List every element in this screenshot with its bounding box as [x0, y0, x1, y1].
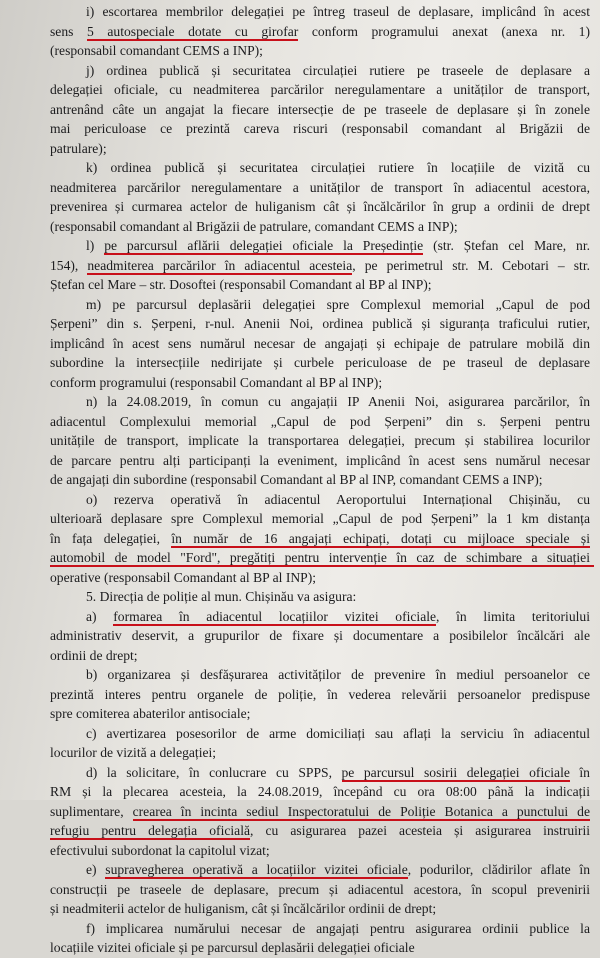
- line-text: , podurilor, clădirilor aflate în: [407, 862, 590, 877]
- document-line: adiacentul Complexului memorial „Capul de pod Șerpeni” din s. Șerpeni pentru: [50, 413, 590, 429]
- document-line: implicând în acest sens numărul necesar de angajați și echipaje de patrulare mobilă din: [50, 335, 590, 351]
- line-text: conform programului anexat (anexa nr. 1): [298, 23, 590, 39]
- document-line: [50, 821, 590, 841]
- line-text: , cu asigurarea pazei acesteia și asigurarea instruirii: [250, 823, 590, 838]
- line-text: suplimentare,: [50, 803, 133, 819]
- underlined-phrase: crearea în incinta sediul Inspectoratului de Poliție Botanica a punctului de: [132, 803, 590, 819]
- document-line: o) rezerva operativă în adiacentul Aeroportului Internațional Chișinău, cu: [86, 491, 590, 507]
- line-text: a): [86, 608, 114, 624]
- underlined-phrase: formarea în adiacentul locațiilor vizitei oficiale: [113, 608, 437, 624]
- document-line: k) ordinea publică și securitatea circulației rutiere în locațiile de vizită cu: [86, 160, 590, 175]
- document-line: [50, 607, 590, 627]
- document-line: [50, 529, 590, 549]
- line-text: 154),: [50, 257, 88, 273]
- document-line: i) escortarea membrilor delegației pe întreg traseul de deplasare, implicând în acest: [86, 4, 590, 19]
- document-line: (responsabil comandant al Brigăzii de patrulare, comandant CEMS a INP);: [50, 218, 458, 234]
- line-text: în: [569, 764, 590, 780]
- line-text: (str. Ștefan cel Mare, nr.: [423, 238, 591, 253]
- underlined-phrase: pe parcursul sosirii delegației oficiale: [341, 764, 570, 780]
- document-line: de angajați din subordine (responsabil Comandant al BP al INP, comandant CEMS a INP);: [50, 472, 543, 487]
- document-line: locațiile vizitei oficiale și pe parcursul deplasării delegației oficiale: [50, 940, 415, 955]
- line-text: , în limita teritoriului: [436, 608, 590, 624]
- document-line: antrenând câte un angajat la fiecare intersecție de pe traseele de deplasare și în zonele: [50, 101, 590, 117]
- document-line: locurilor de vizită a delegației;: [50, 745, 217, 760]
- document-line: neadmiterea parcărilor neregulamentare a unităților de transport în adiacentul acestora,: [50, 179, 590, 195]
- document-line: c) avertizarea posesorilor de arme domiciliați sau aflați la serviciu în adiacentul: [86, 725, 590, 741]
- document-line: administrativ deservit, a grupurilor de fixare și documentare a posibilelor încălcări ale: [50, 628, 590, 643]
- document-body: [50, 2, 590, 958]
- document-line: spre comiterea abaterilor antisociale;: [50, 706, 251, 721]
- document-line: ulterioară deplasare spre Complexul memorial „Capul de pod Șerpeni” la 1 km distanța: [50, 511, 590, 526]
- document-line: [50, 256, 590, 276]
- document-line: de parcare pentru alți participanți la eveniment, implicând în acest sens numărul necesar: [50, 452, 590, 468]
- document-line: unitățile de transport, implicate la transportarea delegației, precum și stabilirea locurilor: [50, 433, 590, 448]
- line-text: l): [86, 238, 105, 253]
- underlined-phrase: 5 autospeciale dotate cu girofar: [87, 23, 299, 39]
- document-line: [50, 802, 590, 822]
- document-line: patrulare);: [50, 140, 107, 156]
- line-text: sens: [50, 23, 87, 39]
- document-line: ordinii de drept;: [50, 647, 138, 663]
- underlined-phrase: în număr de 16 angajați echipați, dotați cu mijloace speciale și: [171, 530, 591, 546]
- document-line: n) la 24.08.2019, în comun cu angajații IP Anenii Noi, asigurarea parcărilor, în: [86, 394, 590, 409]
- document-line: delegației oficiale, cu neadmiterea parcărilor neregulamentare a unităților de transport,: [50, 82, 590, 97]
- document-line: construcții pe traseele de deplasare, precum și adiacentul acestora, în scopul prevenirii: [50, 881, 590, 897]
- document-line: operative (responsabil Comandant al BP al INP);: [50, 569, 317, 585]
- document-line: și neadmiterii actelor de huliganism, cât și încălcărilor ordinii de drept;: [50, 901, 437, 916]
- line-text: e): [86, 862, 106, 877]
- document-line: f) implicarea numărului necesar de angajați pentru asigurarea ordinii publice la: [86, 920, 590, 936]
- document-line: conform programului (responsabil Comandant al BP al INP);: [50, 374, 383, 390]
- document-line: RM și la plecarea acesteia, la 24.08.2019, începând cu ora 08:00 până la indicații: [50, 784, 590, 799]
- document-line: efectivului subordonat la capitolul vizat;: [50, 842, 270, 858]
- document-line: 5. Direcția de poliție al mun. Chișinău va asigura:: [86, 589, 357, 604]
- document-line: j) ordinea publică și securitatea circulației rutiere pe traseele de deplasare a: [86, 62, 590, 78]
- document-line: [50, 236, 590, 256]
- document-line: subordine la intersecțiile nedirijate și curbele periculoase de pe traseul de deplasare: [50, 355, 590, 370]
- document-line: [50, 22, 590, 42]
- underlined-phrase: neadmiterea parcărilor în adiacentul acesteia: [87, 257, 353, 273]
- underlined-phrase: supravegherea operativă a locațiilor vizitei oficiale: [105, 862, 408, 877]
- underlined-phrase: refugiu pentru delegația oficială: [50, 823, 251, 838]
- document-line: (responsabil comandant CEMS a INP);: [50, 43, 263, 58]
- underlined-phrase: pe parcursul aflării delegației oficiale la Președinție: [104, 238, 424, 253]
- document-line: Șerpeni” din s. Șerpeni, r-nul. Anenii Noi, ordinea publică și siguranța traficului rutier,: [50, 316, 590, 331]
- document-line: prevenirea și curmarea actelor de huliganism cât și încălcărilor în grup a ordinii de drept: [50, 199, 590, 214]
- line-text: , pe perimetrul str. M. Cebotari – str.: [352, 257, 590, 273]
- document-line: automobil de model "Ford", pregătiți pentru intervenție în caz de schimbare a situației: [50, 548, 590, 568]
- document-line: b) organizarea și desfășurarea activităților de prevenire în mediul persoanelor ce: [86, 667, 590, 682]
- document-line: mai periculoase ce prezintă careva riscuri (responsabil comandant al Brigăzii de: [50, 121, 590, 136]
- document-line: [50, 763, 590, 783]
- document-line: m) pe parcursul deplasării delegației spre Complexul memorial „Capul de pod: [86, 296, 590, 312]
- line-text: d) la solicitare, în conlucrare cu SPPS,: [86, 764, 342, 780]
- document-line: prezintă interes pentru organele de poliție, în vederea relevării persoanelor predispuse: [50, 686, 590, 702]
- document-line: [50, 860, 590, 880]
- document-line: Ștefan cel Mare – str. Dosoftei (responsabil Comandant al BP al INP);: [50, 277, 432, 292]
- line-text: în fața delegației,: [50, 530, 172, 546]
